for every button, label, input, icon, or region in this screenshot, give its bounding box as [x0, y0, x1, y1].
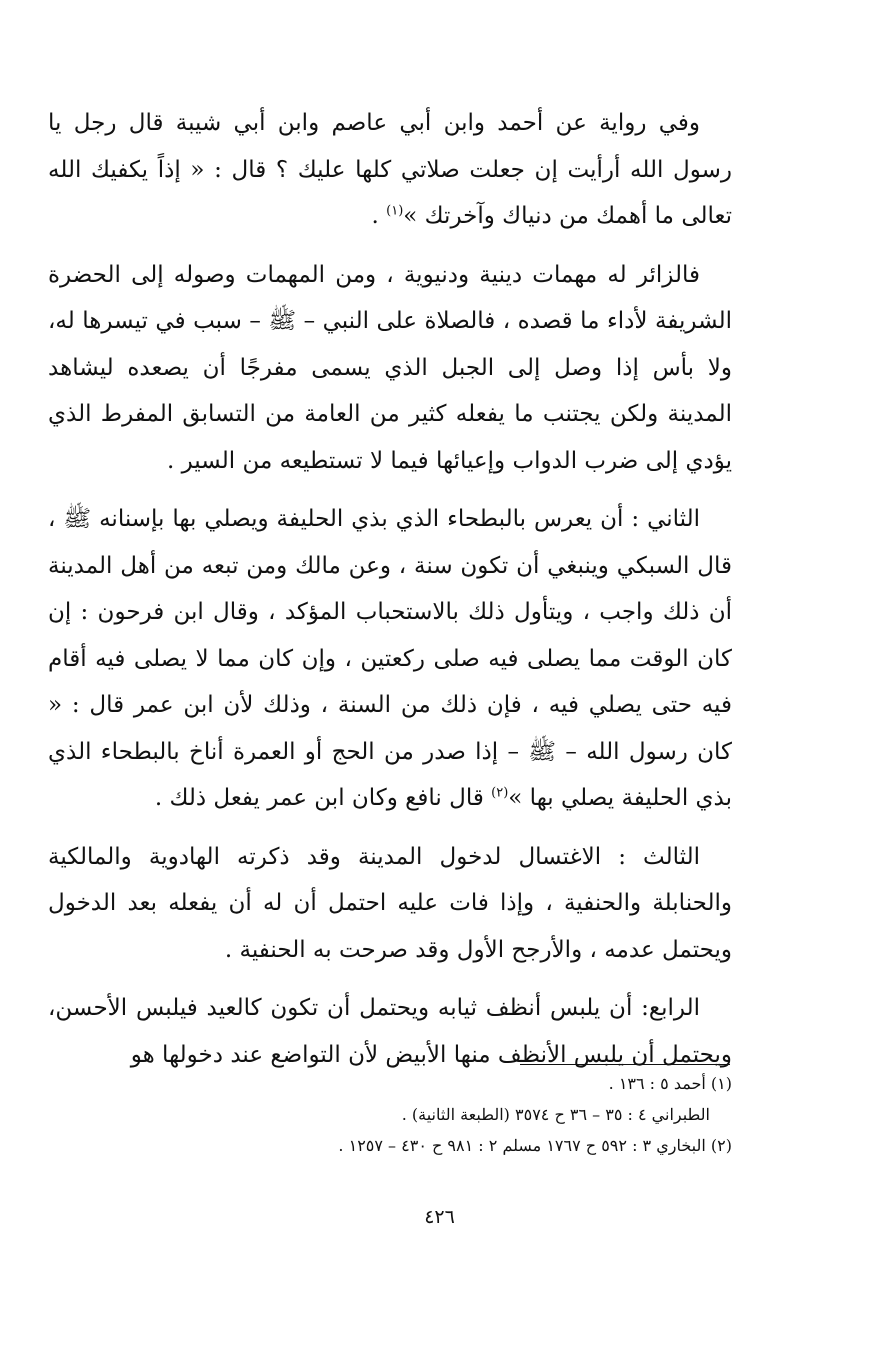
footnote-ref-2: (٢) — [491, 785, 509, 801]
paragraph-1 — [48, 100, 732, 240]
paragraph-3-tail: قال نافع وكان ابن عمر يفعل ذلك . — [154, 785, 492, 811]
page-number: ٤٢٦ — [424, 1206, 455, 1228]
paragraph-2-text: فالزائر له مهمات دينية ودنيوية ، ومن المهمات وصوله إلى الحضرة الشريفة لأداء ما قصده ، فالصلاة على النبي – ﷺ – سبب في تيسرها له، ولا بأس إذا وصل إلى الجبل الذي يسمى مفرجًا أن يصعده ليشاهد المدينة ولكن يجتنب ما يفعله كثير من العامة من التسابق المفرط الذي يؤدي إلى ضرب الدواب وإعيائها فيما لا تستطيعه من السير . — [48, 261, 732, 474]
footnote-1-continuation: الطبراني ٤ : ٣٥ – ٣٦ ح ٣٥٧٤ (الطبعة الثانية) . — [401, 1105, 710, 1124]
footnote-separator — [520, 1064, 730, 1065]
main-text — [48, 100, 732, 1078]
paragraph-1-text: وفي رواية عن أحمد وابن أبي عاصم وابن أبي شيبة قال رجل يا رسول الله أرأيت إن جعلت صلاتي كلها عليك ؟ قال : « إذاً يكفيك الله تعالى ما أهمك من دنياك وآخرتك » — [48, 110, 732, 229]
paragraph-2 — [48, 252, 732, 485]
paragraph-3 — [48, 496, 732, 822]
paragraph-4-text: الثالث : الاغتسال لدخول المدينة وقد ذكرته الهادوية والمالكية والحنابلة والحنفية ، وإذا فات عليه احتمل أن له أن يفعله بعد الدخول ويحتمل عدمه ، والأرجح الأول وقد صرحت به الحنفية . — [48, 843, 732, 963]
paragraph-5-text: الرابع: أن يلبس أنظف ثيابه ويحتمل أن تكون كالعيد فيلبس الأحسن، ويحتمل أن يلبس الأنظف منها الأبيض لأن التواضع عند دخولها هو — [48, 995, 732, 1068]
footnote-2: (٢) البخاري ٣ : ٥٩٢ ح ١٧٦٧ مسلم ٢ : ٩٨١ ح ٤٣٠ – ١٢٥٧ . — [338, 1136, 732, 1155]
paragraph-1-tail: . — [371, 203, 387, 229]
footnotes — [60, 1068, 732, 1161]
footnote-ref-1: (١) — [386, 203, 404, 219]
paragraph-3-text: الثاني : أن يعرس بالبطحاء الذي بذي الحليفة ويصلي بها بإسنانه ﷺ ، قال السبكي وينبغي أن تكون سنة ، وعن مالك ومن تبعه من أهل المدينة أن ذلك واجب ، ويتأول ذلك بالاستحباب المؤكد ، وقال ابن فرحون : إن كان الوقت مما يصلى فيه صلى ركعتين ، وإن كان مما لا يصلى فيه أقام فيه حتى يصلي فيه ، فإن ذلك من السنة ، وذلك لأن ابن عمر قال : « كان رسول الله – ﷺ – إذا صدر من الحج أو العمرة أناخ بالبطحاء الذي بذي الحليفة يصلي بها » — [48, 506, 732, 811]
paragraph-4 — [48, 834, 732, 974]
footnote-1: (١) أحمد ٥ : ١٣٦ . — [608, 1074, 732, 1093]
